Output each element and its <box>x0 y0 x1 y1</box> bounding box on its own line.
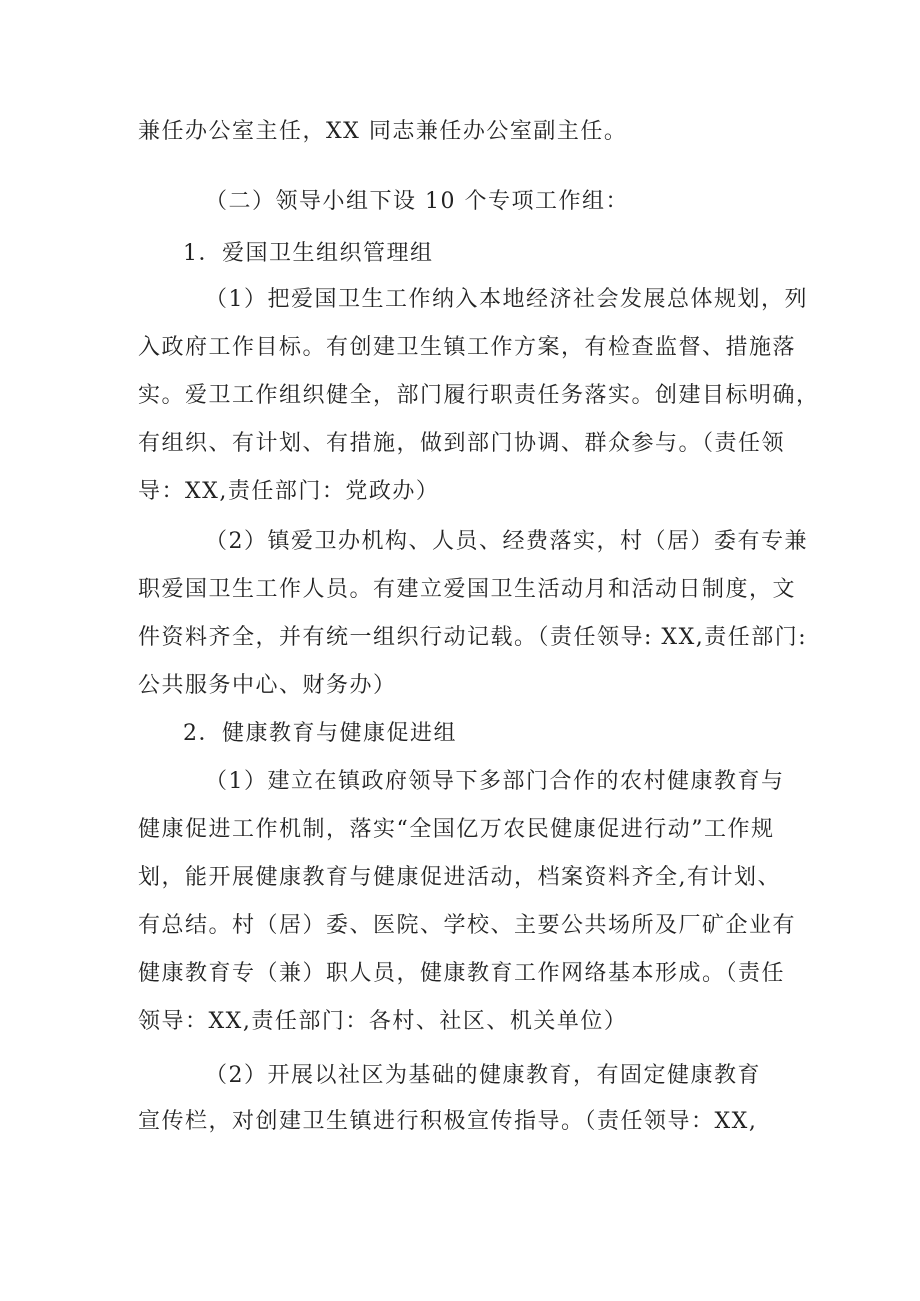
text-line: 宣传栏，对创建卫生镇进行积极宣传指导。（责任领导：XX, <box>138 1109 758 1134</box>
text-line: 有总结。村（居）委、医院、学校、主要公共场所及厂矿企业有 <box>138 913 797 938</box>
text-line: 健康教育专（兼）职人员，健康教育工作网络基本形成。（责任 <box>138 961 786 986</box>
text-line: 件资料齐全，并有统一组织行动记载。（责任领导: XX,责任部门: <box>138 625 808 650</box>
text-line: 领导：XX,责任部门：各村、社区、机关单位） <box>138 1009 628 1034</box>
text-line: 划，能开展健康教育与健康促进活动，档案资料齐全,有计划、 <box>138 865 781 890</box>
text-line: 实。爱卫工作组织健全，部门履行职责任务落实。创建目标明确， <box>138 383 820 408</box>
subsection-heading: 1．爱国卫生组织管理组 <box>183 241 434 266</box>
text-line: 有组织、有计划、有措施，做到部门协调、群众参与。（责任领 <box>138 431 786 456</box>
text-line: 导：XX,责任部门：党政办） <box>138 479 440 504</box>
section-heading: （二）领导小组下设 10 个专项工作组： <box>205 189 629 214</box>
text-line: 入政府工作目标。有创建卫生镇工作方案，有检查监督、措施落 <box>138 335 797 360</box>
text-line: 兼任办公室主任，XX 同志兼任办公室副主任。 <box>138 119 628 144</box>
text-line: （1）建立在镇政府领导下多部门合作的农村健康教育与 <box>205 769 785 794</box>
text-line: （2）开展以社区为基础的健康教育，有固定健康教育 <box>205 1063 761 1088</box>
text-line: 职爱国卫生工作人员。有建立爱国卫生活动月和活动日制度，文 <box>138 577 797 602</box>
text-line: （2）镇爱卫办机构、人员、经费落实，村（居）委有专兼 <box>205 529 808 554</box>
text-line: （1）把爱国卫生工作纳入本地经济社会发展总体规划，列 <box>205 287 808 312</box>
text-line: 公共服务中心、财务办） <box>138 673 397 698</box>
text-line: 健康促进工作机制，落实“全国亿万农民健康促进行动”工作规 <box>138 817 775 842</box>
subsection-heading: 2．健康教育与健康促进组 <box>183 721 457 746</box>
